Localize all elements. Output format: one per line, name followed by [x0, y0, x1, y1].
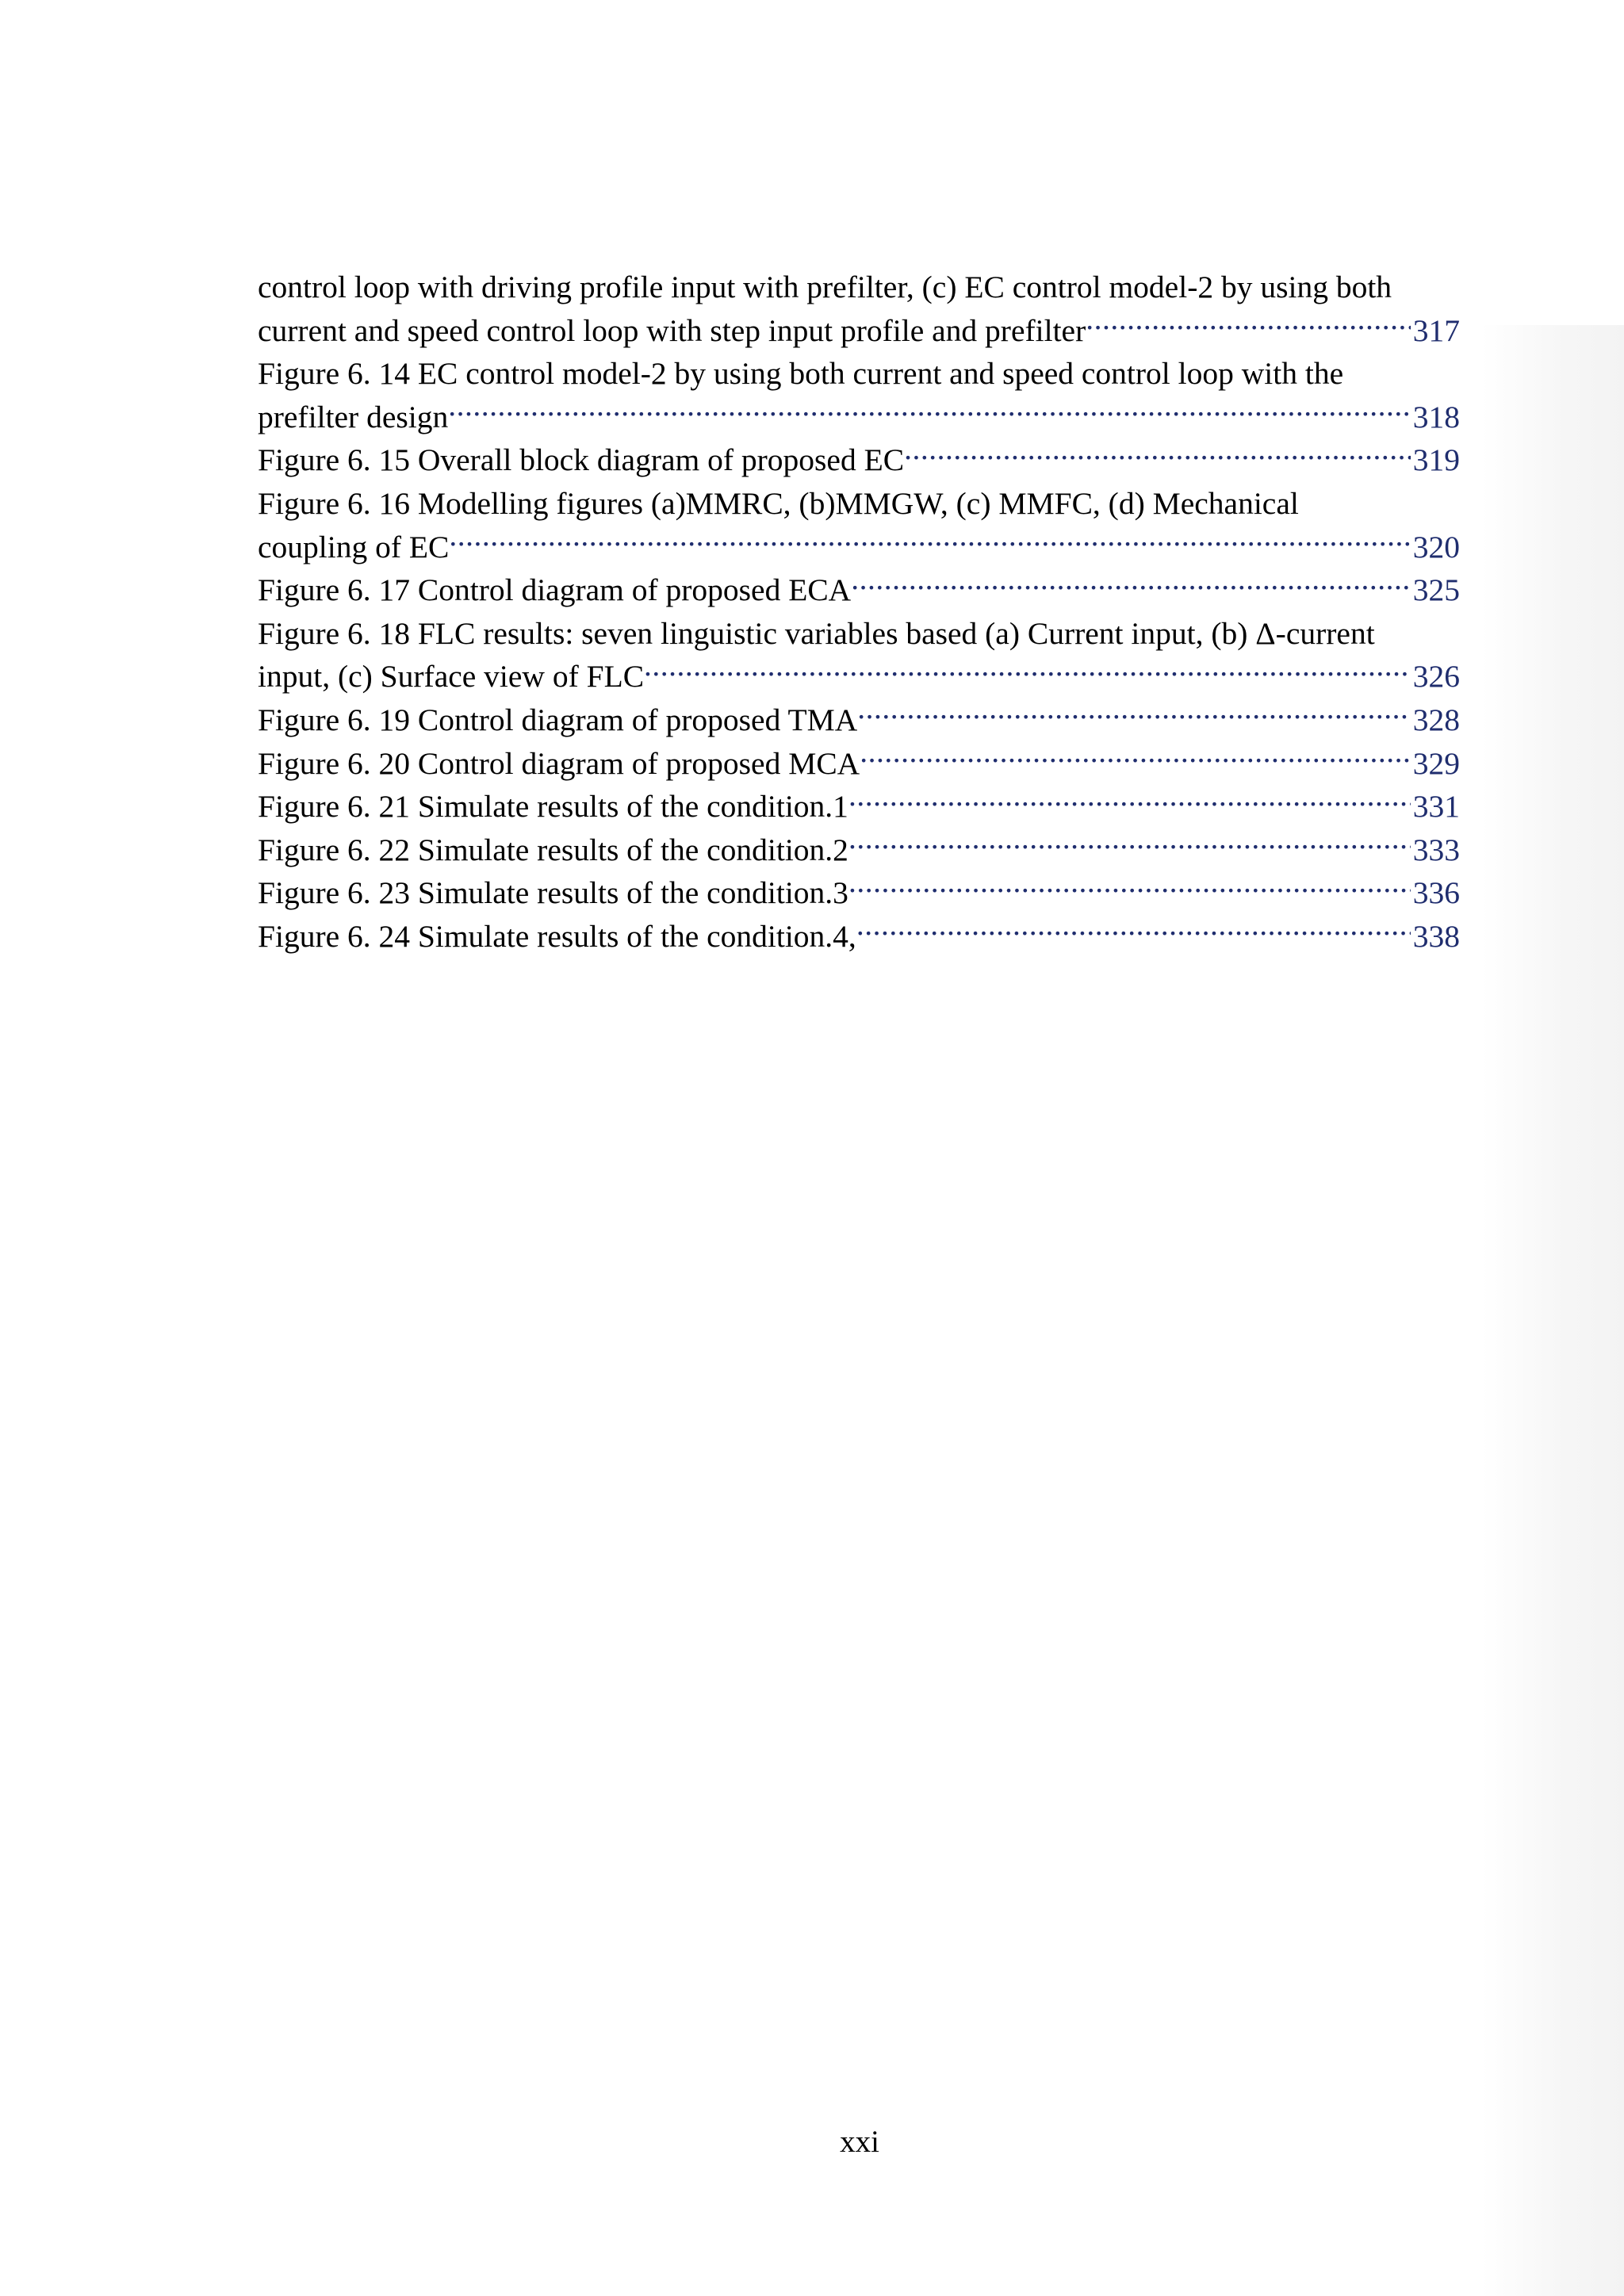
dot-leader: [848, 828, 1411, 860]
toc-entry[interactable]: [258, 482, 1460, 568]
page-number-link[interactable]: 326: [1412, 659, 1460, 695]
toc-entry[interactable]: [258, 352, 1460, 438]
toc-entry[interactable]: [258, 438, 1460, 482]
page-number-link[interactable]: 336: [1412, 875, 1460, 911]
entry-text: Figure 6. 22 Simulate results of the condition.2: [258, 832, 848, 867]
entry-text: Figure 6. 17 Control diagram of proposed ECA: [258, 572, 852, 608]
toc-entry[interactable]: [258, 915, 1460, 959]
toc-line: [258, 438, 1460, 482]
toc-line: [258, 612, 1460, 656]
toc-line: [258, 785, 1460, 828]
entry-text: Figure 6. 14 EC control model-2 by using both current and speed control loop with the: [258, 356, 1344, 392]
toc-line: [258, 655, 1460, 698]
toc-line: [258, 568, 1460, 612]
entry-text: input, (c) Surface view of FLC: [258, 659, 645, 695]
entry-text: coupling of EC: [258, 529, 450, 564]
dot-leader: [904, 439, 1411, 471]
toc-entry[interactable]: [258, 828, 1460, 872]
toc-line: [258, 482, 1460, 526]
page-number-link[interactable]: 325: [1412, 572, 1460, 608]
toc-entry[interactable]: [258, 871, 1460, 915]
entry-text: current and speed control loop with step input profile and prefilter: [258, 312, 1086, 348]
page-number-link[interactable]: 318: [1412, 399, 1460, 434]
dot-leader: [851, 569, 1411, 601]
page-number-link[interactable]: 331: [1412, 789, 1460, 825]
entry-text: Figure 6. 15 Overall block diagram of proposed EC: [258, 442, 905, 478]
dot-leader: [856, 915, 1411, 947]
entry-text: control loop with driving profile input with prefilter, (c) EC control model-2 by using both: [258, 270, 1392, 304]
toc-entry[interactable]: [258, 266, 1460, 352]
dot-leader: [448, 396, 1411, 427]
page-number-link[interactable]: 320: [1412, 529, 1460, 564]
toc-line: [258, 309, 1460, 353]
page-footer-number: xxi: [840, 2125, 879, 2159]
dot-leader: [848, 786, 1411, 817]
dot-leader: [860, 742, 1411, 774]
toc-entry[interactable]: [258, 612, 1460, 698]
toc-line: [258, 266, 1460, 309]
entry-text: Figure 6. 20 Control diagram of proposed MCA: [258, 745, 860, 781]
toc-line: [258, 871, 1460, 915]
toc-line: [258, 352, 1460, 396]
page-number-link[interactable]: 329: [1412, 745, 1460, 781]
toc-line: [258, 526, 1460, 569]
toc-line: [258, 742, 1460, 786]
toc-entry[interactable]: [258, 742, 1460, 786]
toc-entry[interactable]: [258, 568, 1460, 612]
dot-leader: [1086, 309, 1411, 341]
toc-entry[interactable]: [258, 785, 1460, 828]
entry-text: Figure 6. 16 Modelling figures (a)MMRC, (b)MMGW, (c) MMFC, (d) Mechanical: [258, 485, 1299, 521]
dot-leader: [644, 656, 1411, 687]
entry-text: Figure 6. 21 Simulate results of the condition.1: [258, 789, 848, 825]
page-edge-shadow: [1481, 325, 1624, 2296]
page-number-link[interactable]: 317: [1412, 312, 1460, 348]
dot-leader: [857, 698, 1410, 730]
dot-leader: [449, 526, 1410, 557]
toc-line: [258, 915, 1460, 959]
list-of-figures: [258, 266, 1460, 959]
entry-text: Figure 6. 19 Control diagram of proposed TMA: [258, 702, 858, 737]
entry-text: Figure 6. 23 Simulate results of the condition.3: [258, 875, 848, 911]
toc-line: [258, 828, 1460, 872]
toc-entry[interactable]: [258, 698, 1460, 742]
dot-leader: [848, 872, 1411, 904]
entry-text: Figure 6. 18 FLC results: seven linguistic variables based (a) Current input, (b) Δ-current: [258, 615, 1375, 651]
page-number-link[interactable]: 333: [1412, 832, 1460, 867]
page-number-link[interactable]: 338: [1412, 918, 1460, 954]
page-number-link[interactable]: 328: [1412, 702, 1460, 737]
page-number-link[interactable]: 319: [1412, 442, 1460, 478]
entry-text: prefilter design: [258, 399, 449, 434]
toc-line: [258, 698, 1460, 742]
entry-text: Figure 6. 24 Simulate results of the condition.4,: [258, 918, 856, 954]
toc-line: [258, 396, 1460, 439]
